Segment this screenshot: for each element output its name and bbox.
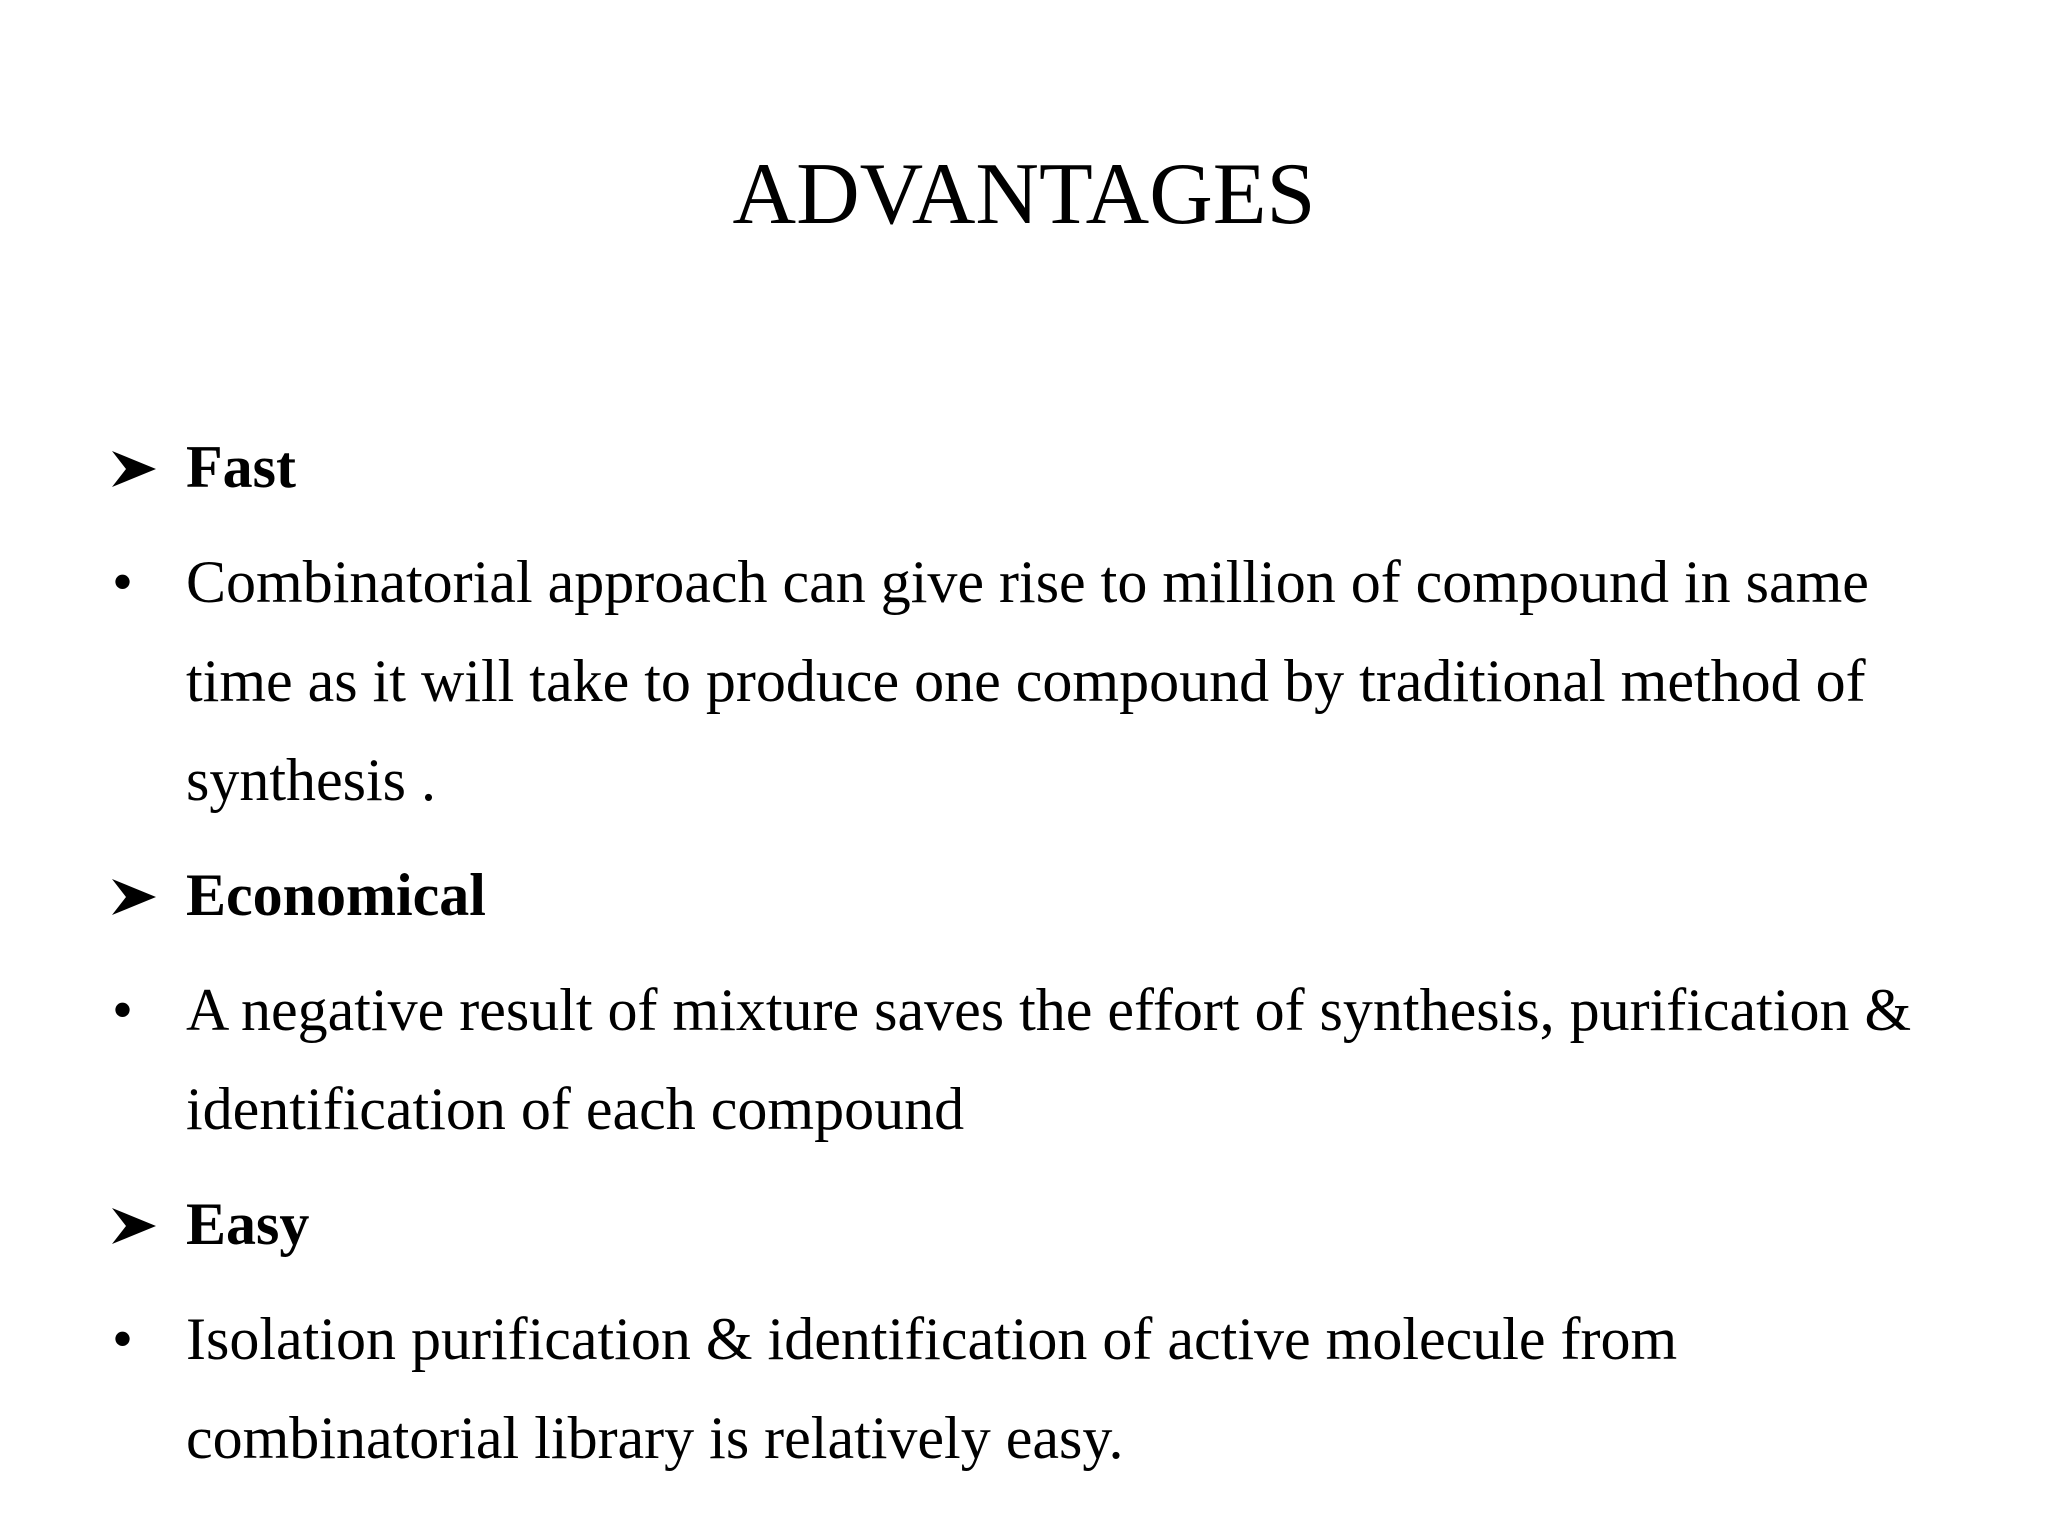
heading-item-easy — [108, 1175, 1968, 1274]
heading-item-economical — [108, 846, 1968, 945]
bullet-item-fast — [108, 533, 1968, 830]
bullet-text: Combinatorial approach can give rise to million of compound in same time as it will take to produce one compound by traditional method of synthesis . — [186, 549, 1869, 813]
bullet-text: Isolation purification & identification of active molecule from combinatorial library is relatively easy. — [186, 1306, 1678, 1471]
heading-text: Economical — [186, 862, 486, 928]
dot-bullet-icon: • — [112, 1306, 134, 1372]
heading-text: Fast — [186, 434, 296, 500]
bullet-item-economical — [108, 961, 1968, 1159]
slide-title: ADVANTAGES — [732, 146, 1316, 243]
dot-bullet-icon: • — [112, 549, 134, 615]
slide-content — [108, 418, 1968, 1488]
bullet-item-easy — [108, 1290, 1968, 1488]
heading-item-fast — [108, 418, 1968, 517]
bullet-text: A negative result of mixture saves the effort of synthesis, purification & identification of each compound — [186, 977, 1912, 1142]
heading-text: Easy — [186, 1191, 310, 1257]
dot-bullet-icon: • — [112, 977, 134, 1043]
